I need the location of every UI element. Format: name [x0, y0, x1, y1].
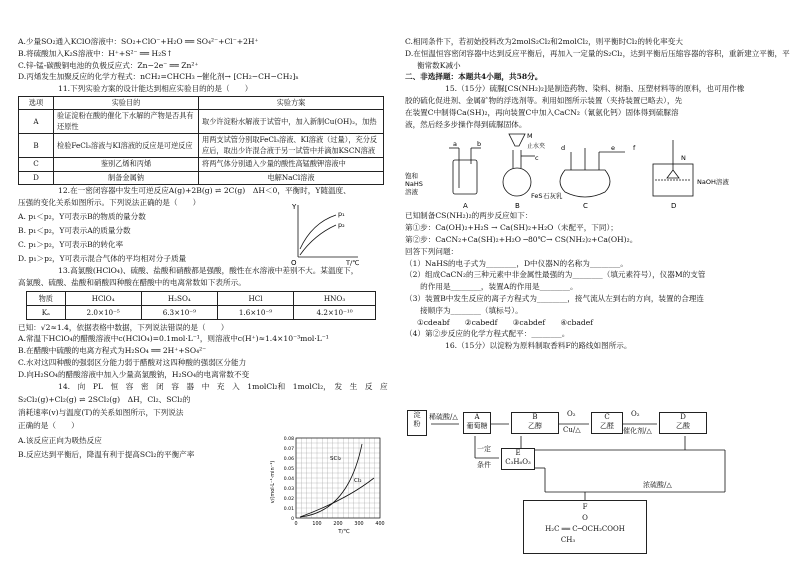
- q14-series-cl2: Cl₂: [354, 478, 362, 484]
- table-row: [19, 134, 384, 158]
- q13-option-d: D.向H₂SO₄的醋酸溶液中加入少量高氯酸钠，H₂SO₄的电离常数不变: [18, 369, 250, 379]
- origin-label: O: [291, 259, 297, 268]
- q16-title: 16.（15分）以淀粉为原料制取香料F的路线如图所示。: [445, 341, 632, 351]
- p2-label: p₂: [338, 221, 345, 230]
- label-e-small: e: [611, 144, 615, 153]
- q11-header-plan: 实验方案: [199, 96, 384, 110]
- table-cell: 物质: [27, 291, 66, 305]
- q14-option-b: B.反应达到平衡后，降温有利于提高SCl₂的平衡产率: [18, 449, 195, 459]
- x-tick-label: 400: [375, 522, 385, 527]
- y-tick-label: 0.01: [283, 507, 294, 512]
- label-condition-2: 条件: [477, 461, 491, 469]
- q15-part4: （4）第②步反应的化学方程式配平：________。: [405, 329, 570, 339]
- table-row: [19, 171, 384, 185]
- q13-option-c: C.水对这四种酸的强弱区分能力弱于醋酸对这四种酸的强弱区分能力: [18, 358, 247, 368]
- table-row: [27, 305, 376, 319]
- label-B: B: [515, 202, 520, 211]
- node-a-letter: A: [474, 413, 480, 421]
- label-a: a: [453, 140, 457, 149]
- q11-header-purpose: 实验目的: [54, 96, 199, 110]
- label-b-c-cu: Cu/△: [563, 426, 581, 434]
- q12-stem-1: 12.在一密闭容器中发生可逆反应A(g)+2B(g) ⇌ 2C(g) ΔH＜0，平衡时，Y随温度、: [58, 186, 351, 196]
- q13-option-a: A.常温下HClO₄的醋酸溶液中c(HClO₄)=0.1mol·L⁻¹，则溶液中c(H⁺)≈1.4×10⁻³mol·L⁻¹: [18, 334, 329, 344]
- table-cell: H₂SO₄: [141, 291, 217, 305]
- q14-option-d-1: D.在恒温恒容密闭容器中达到反应平衡后，再加入一定量的S₂Cl₂，达到平衡后压缩容器的容积，重新建立平衡，平: [405, 48, 790, 58]
- table-row: [19, 110, 384, 134]
- q15-part2-a: （2）组成CaCN₂的三种元素中非金属性最强的为________（填元素符号），仪器M的支管: [405, 270, 706, 280]
- y-tick-label: 0: [291, 517, 294, 522]
- q14-option-d-2: 衡常数K减小: [417, 60, 461, 70]
- label-solution: 溶液: [405, 188, 418, 197]
- funnel-n: [667, 140, 679, 178]
- table-row: [27, 291, 376, 305]
- q15-answer-prompt: 回答下列问题：: [405, 246, 459, 256]
- label-d-small: d: [561, 144, 566, 153]
- label-A: A: [463, 202, 468, 211]
- table-cell: 将两气体分别通入少量的酸性高锰酸钾溶液中: [199, 158, 384, 172]
- x-tick-label: 200: [333, 522, 343, 527]
- table-cell: 电解NaCl溶液: [199, 171, 384, 185]
- label-b-c-o2: O₂: [567, 410, 576, 418]
- table-cell: 制备金属钠: [54, 171, 199, 185]
- q14-graph: [270, 430, 388, 534]
- node-a: [463, 412, 491, 434]
- table-cell: 用两支试管分别取FeCl₃溶液、KI溶液（过量），充分反应后，取出少许混合液于另一试管中并滴加KSCN溶液: [199, 134, 384, 158]
- node-f-letter: F: [582, 503, 588, 511]
- node-f-structure: H₂C ══ C─OCH₂COOH: [545, 525, 625, 533]
- q15-part3-a: （3）装置B中发生反应的离子方程式为________，接气流从左到右的方向，装置的合理连: [405, 293, 704, 303]
- table-cell: HClO₄: [65, 291, 141, 305]
- q13-stem-1: 13.高氯酸(HClO₄)、硫酸、盐酸和硝酸都是强酸，酸性在水溶液中差别不大。某温度下，: [58, 266, 359, 276]
- bottle-a: [453, 160, 477, 194]
- q12-option-a: A. p₁＜p₂，Y可表示B的物质的量分数: [18, 212, 146, 222]
- table-cell: 4.2×10⁻¹⁰: [294, 305, 376, 319]
- node-e-letter: E: [515, 449, 521, 457]
- label-c-small: c: [535, 154, 539, 163]
- q15-part1: （1）NaHS的电子式为________，D中仪器N的名称为________。: [405, 258, 628, 268]
- q14-stem-3: 消耗速率(v)与温度(T)的关系如图所示，下列说法: [18, 407, 184, 417]
- q15-stem-2: 胶的硫化促进剂、金属矿物的浮选剂等。利用如图所示装置（夹持装置已略去），先: [405, 95, 683, 105]
- y-tick-label: 0.06: [283, 457, 294, 462]
- label-naoh: NaOH溶液: [697, 178, 729, 187]
- q10-option-b: B.将硫酸加入K₂S溶液中：H⁺+S²⁻ ══ H₂S↑: [18, 48, 173, 58]
- q10-option-a: A.少量SO₂通入KClO溶液中：SO₂+ClO⁻+H₂O ══ SO₄²⁻+Cl⁻+2H⁺: [18, 37, 259, 46]
- q15-step1: 第①步：Ca(OH)₂+H₂S → Ca(SH)₂+H₂O（未配平，下同）；: [405, 223, 618, 233]
- q12-option-b: B. p₁＜p₂，Y可表示A的质量分数: [18, 226, 131, 236]
- node-b: [511, 412, 559, 434]
- label-C: C: [583, 202, 588, 211]
- label-f-small: f: [633, 144, 636, 153]
- q15-apparatus: [405, 130, 777, 210]
- q14-y-label: v/(mol·L⁻¹·min⁻¹): [270, 460, 276, 504]
- q14-option-c: C.相同条件下，若初始投料改为2molS₂Cl₂和2molCl₂，则平衡时Cl₂的转化率变大: [405, 37, 683, 46]
- curve-scl2: [300, 444, 362, 517]
- q15-step2: 第②步：CaCN₂+Ca(SH)₂+H₂O ─80℃→ CS(NH₂)₂+Ca(OH)₂。: [405, 234, 638, 244]
- flask-b: [503, 168, 531, 196]
- q12-option-d: D. p₁＞p₂，Y可表示混合气体的平均相对分子质量: [18, 254, 187, 264]
- label-D: D: [671, 202, 677, 211]
- node-e: [501, 448, 535, 470]
- q11-table: [18, 96, 384, 186]
- label-m: M: [527, 132, 533, 141]
- table-cell: B: [19, 134, 54, 158]
- y-tick-label: 0.03: [283, 487, 294, 492]
- label-fes: FeS: [531, 192, 543, 201]
- node-starch-text-2: 粉: [413, 420, 421, 428]
- q13-option-b: B.在醋酸中硫酸的电离方程式为H₂SO₄ ══ 2H⁺+SO₄²⁻: [18, 346, 207, 356]
- table-cell: 取少许淀粉水解液于试管中，加入新制Cu(OH)₂，加热: [199, 110, 384, 134]
- flask-c: [560, 170, 610, 197]
- x-tick-label: 300: [354, 522, 364, 527]
- table-cell: 1.6×10⁻⁹: [217, 305, 293, 319]
- label-stopclamp: 止水夹: [527, 143, 546, 151]
- label-conc-acid: 浓硫酸/△: [643, 481, 672, 489]
- y-tick-label: 0.02: [283, 497, 294, 502]
- node-a-name: 葡萄糖: [466, 422, 488, 430]
- q12-graph: [286, 201, 366, 267]
- node-e-formula: C₃H₆O₃: [505, 458, 531, 466]
- label-condition-1: 一定: [477, 445, 491, 453]
- q12-option-c: C. p₁＞p₂，Y可表示B的转化率: [18, 240, 124, 250]
- node-d-name: 乙酸: [676, 422, 690, 430]
- q15-choices: ①cdeabf ②cabedf ③cabdef ④cbadef: [417, 317, 594, 327]
- funnel-m: [509, 134, 525, 146]
- label-n: N: [681, 154, 686, 163]
- curve-p2: [300, 225, 336, 255]
- q13-stem-2: 高氯酸、硫酸、盐酸和硝酸四种酸在醋酸中的电离常数如下表所示。: [18, 277, 246, 287]
- node-f-oxygen: O: [582, 514, 588, 522]
- label-b-small: b: [477, 140, 482, 149]
- y-tick-label: 0.04: [283, 477, 294, 482]
- table-cell: A: [19, 110, 54, 134]
- node-c: [591, 412, 623, 434]
- p1-label: p₁: [338, 210, 345, 219]
- table-cell: 2.0×10⁻⁵: [65, 305, 141, 319]
- node-starch-text-1: 淀: [413, 411, 421, 419]
- label-c-d-cat: 催化剂/△: [623, 427, 652, 435]
- q15-known: 已知制备CS(NH₂)₂的两步反应如下：: [405, 211, 533, 221]
- q13-question: 已知：√2≈1.4，依据表格中数据，下列说法错误的是（ ）: [18, 322, 229, 332]
- q16-flowchart: [405, 408, 777, 558]
- label-c-d-o2: O₂: [631, 410, 640, 418]
- apparatus-drawing: [405, 130, 777, 210]
- table-cell: 验证淀粉在酸的催化下水解的产物是否具有还原性: [54, 110, 199, 134]
- q10-option-d: D.丙烯发生加聚反应的化学方程式：nCH₂=CHCH₃ ─催化剂→ [CH₂−CH−CH₂]ₙ: [18, 72, 299, 82]
- q14-stem-4: 正确的是（ ）: [18, 420, 79, 430]
- q10-option-c: C.锌-锰-碳酸铜电池的负极反应式：Zn−2e⁻ ══ Zn²⁺: [18, 60, 199, 70]
- x-tick-label: 100: [312, 522, 322, 527]
- table-cell: D: [19, 171, 54, 185]
- q14-option-a: A.该反应正向为吸热反应: [18, 435, 102, 445]
- right-column: [405, 36, 790, 352]
- node-f-methyl: CH₃: [560, 536, 576, 544]
- node-f: [523, 500, 647, 554]
- left-column: [18, 36, 390, 463]
- q14-stem-1: 14. 向 PL 恒 容 密 闭 容 器 中 充 入 1molCl₂和 1molCl₂， 发 生 反 应: [58, 381, 388, 391]
- node-c-name: 乙醛: [600, 422, 614, 430]
- label-dilute-acid: 稀硫酸/△: [429, 413, 458, 421]
- q15-stem-3: 在装置C中制得Ca(SH)₂，再向装置C中加入CaCN₂（氰氨化钙）固体得到硫脲溶: [405, 107, 679, 117]
- label-sat: 饱和: [405, 172, 418, 181]
- node-b-letter: B: [532, 413, 538, 421]
- q15-stem-1: 15.（15分）硫脲[CS(NH₂)₂]是制造药物、染料、树脂、压塑材料等的原料，也可用作橡: [445, 84, 745, 94]
- table-cell: C: [19, 158, 54, 172]
- node-b-name: 乙醇: [528, 422, 542, 430]
- table-row: [19, 158, 384, 172]
- q15-part2-b: 的作用是________，装置A的作用是________。: [405, 282, 578, 292]
- table-cell: Kₐ: [27, 305, 66, 319]
- section-2-title: 二、非选择题：本题共4小题，共58分。: [405, 72, 543, 82]
- y-tick-label: 0.08: [283, 437, 294, 442]
- table-cell: HNO₃: [294, 291, 376, 305]
- q15-part3-b: 接顺序为________（填标号）。: [405, 305, 523, 315]
- table-cell: 鉴别乙烯和丙烯: [54, 158, 199, 172]
- q14-x-label: T/℃: [338, 529, 350, 535]
- table-cell: 6.3×10⁻⁹: [141, 305, 217, 319]
- q13-table: [26, 291, 376, 320]
- table-cell: 检验FeCl₃溶液与KI溶液的反应是可逆反应: [54, 134, 199, 158]
- label-limemilk: 石灰乳: [543, 192, 563, 201]
- y-tick-label: 0.05: [283, 467, 294, 472]
- q11-header-option: 选项: [19, 96, 54, 110]
- y-axis-label: Y: [292, 203, 297, 212]
- q15-stem-4: 液，然后经多步操作得到硫脲固体。: [405, 119, 527, 129]
- q14-stem-2: S₂Cl₂(g)+Cl₂(g) ⇌ 2SCl₂(g) ΔH，Cl₂、SCl₂的: [18, 394, 191, 404]
- q12-stem-2: 压强的变化关系如图所示。下列说法正确的是（ ）: [18, 198, 201, 208]
- node-d-letter: D: [680, 413, 686, 421]
- node-c-letter: C: [604, 413, 610, 421]
- curve-cl2: [300, 478, 374, 517]
- node-d: [659, 412, 707, 434]
- q11-title: 11.下列实验方案的设计能达到相应实验目的的是（ ）: [58, 84, 253, 94]
- table-cell: HCl: [217, 291, 293, 305]
- node-starch: [407, 410, 427, 436]
- x-axis-label: T/℃: [346, 259, 360, 268]
- x-tick-label: 0: [294, 522, 298, 527]
- curve-p1: [300, 215, 336, 249]
- label-nahs: NaHS: [405, 180, 423, 189]
- y-tick-label: 0.07: [283, 447, 294, 452]
- q14-series-scl2: SCl₂: [330, 456, 342, 462]
